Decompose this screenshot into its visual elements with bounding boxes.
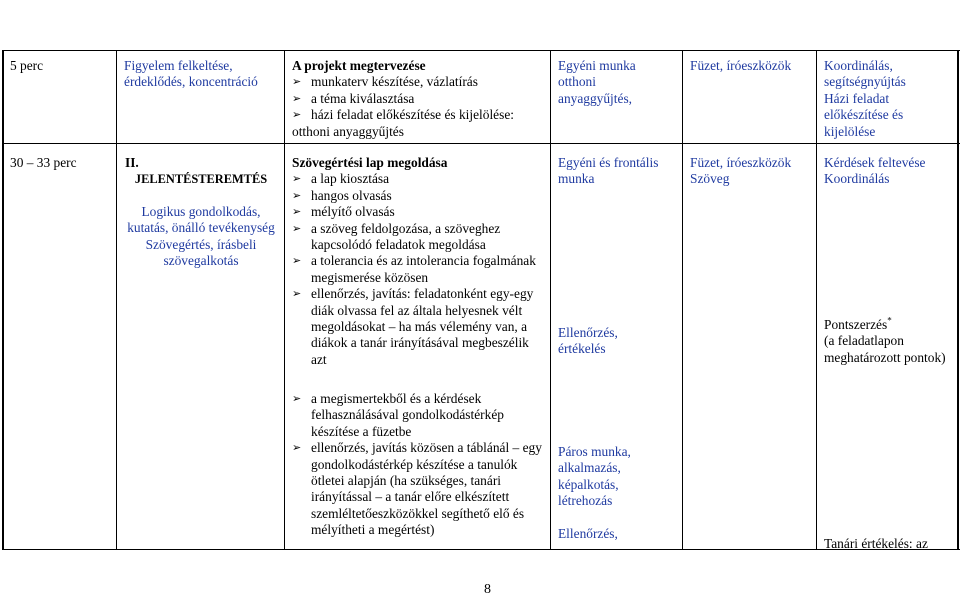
list-item: ➢ a téma kiválasztása [292, 91, 547, 107]
row2-tools [690, 155, 815, 188]
col-divider-2 [284, 50, 285, 550]
row2-method-bottom: Ellenőrzés, [558, 526, 618, 541]
row2-method-mid: Ellenőrzés, értékelés [558, 325, 618, 357]
list-item: ➢ a szöveg feldolgozása, a szöveghez kapcsolódó feladatok megoldása [292, 221, 547, 254]
row2-assessment-line: Koordinálás [824, 171, 890, 187]
col-divider-5 [816, 50, 817, 550]
row2-activity-2 [292, 391, 547, 539]
row2-method-low: Páros munka, alkalmazás, képalkotás, létrehozás [558, 444, 631, 509]
row2-activity-title: Szövegértési lap megoldása [292, 155, 448, 170]
row2-tools-line: Szöveg [690, 171, 730, 187]
row1-activity-title: A projekt megtervezése [292, 58, 426, 73]
col-divider-4 [682, 50, 683, 550]
list-item: ➢ a lap kiosztása [292, 171, 547, 187]
row2-goal [120, 155, 282, 269]
row2-method-top: Egyéni és frontális munka [558, 155, 659, 187]
points-label: Pontszerzés [824, 317, 888, 332]
col-border-right [957, 50, 959, 550]
list-item: ➢ ellenőrzés, javítás közösen a táblánál – egy gondolkodástérkép készítése a tanulók ötletei alapján (ha szükséges, tanári irányítással – a tanár előre elkészített szemléltetőeszközökkel segíthető elő és mélyítheti a megértést) [292, 440, 547, 538]
row1-tools: Füzet, íróeszközök [690, 58, 792, 73]
row2-activity-list-2 [292, 391, 547, 539]
row1-activity-continuation: otthoni anyaggyűjtés [292, 123, 404, 139]
row2-goal-heading: JELENTÉSTEREMTÉS [134, 172, 268, 187]
col-divider-3 [550, 50, 551, 550]
row1-assessment-line: Házi feladat előkészítése és kijelölése [824, 90, 904, 139]
list-item: ➢ munkaterv készítése, vázlatírás [292, 74, 547, 90]
col-border-left [2, 50, 4, 550]
row2-activity [292, 155, 547, 368]
row1-time: 5 perc [10, 58, 44, 73]
row2-assessment-mid [824, 317, 954, 366]
row2-assessment-points [824, 317, 954, 333]
row1-activity [292, 58, 547, 140]
row2-tools-line: Füzet, íróeszközök [690, 155, 792, 170]
row1-assessment [824, 58, 952, 140]
row1-method: Egyéni munka otthoni anyaggyűjtés, [558, 58, 636, 106]
row2-time: 30 – 33 perc [10, 155, 77, 170]
list-item: ➢ hangos olvasás [292, 188, 547, 204]
row2-assessment-top [824, 155, 954, 188]
row1-goal: Figyelem felkeltése, érdeklődés, koncentráció [124, 58, 258, 90]
row2-goal-roman: II. [125, 155, 139, 170]
list-item: ➢ ellenőrzés, javítás: feladatonként egy-egy diák olvassa fel az általa helyesnek vélt megoldásokat – ha más vélemény van, a diákok a tanár irányításával megbeszélik azt [292, 286, 547, 368]
footnote-marker: * [887, 315, 892, 326]
row2-assessment-bottom: Tanári értékelés: az [824, 536, 928, 551]
list-item: ➢ házi feladat előkészítése és kijelölése: [292, 107, 547, 123]
col-divider-1 [116, 50, 117, 550]
list-item: ➢ a megismertekből és a kérdések felhasználásával gondolkodástérkép készítése a füzetbe [292, 391, 547, 440]
row1-assessment-line: Koordinálás, segítségnyújtás [824, 58, 906, 90]
row2-assessment-points-detail: (a feladatlapon meghatározott pontok) [824, 333, 946, 365]
row2-assessment-line: Kérdések feltevése [824, 155, 926, 170]
page-number: 8 [484, 582, 491, 597]
list-item: ➢ a tolerancia és az intolerancia fogalmának megismerése közösen [292, 253, 547, 286]
row2-activity-list [292, 171, 547, 368]
list-item: ➢ mélyítő olvasás [292, 204, 547, 220]
row2-goal-text: Logikus gondolkodás, kutatás, önálló tevékenység Szövegértés, írásbeli szövegalkotás [127, 203, 275, 269]
row1-activity-list [292, 74, 547, 123]
